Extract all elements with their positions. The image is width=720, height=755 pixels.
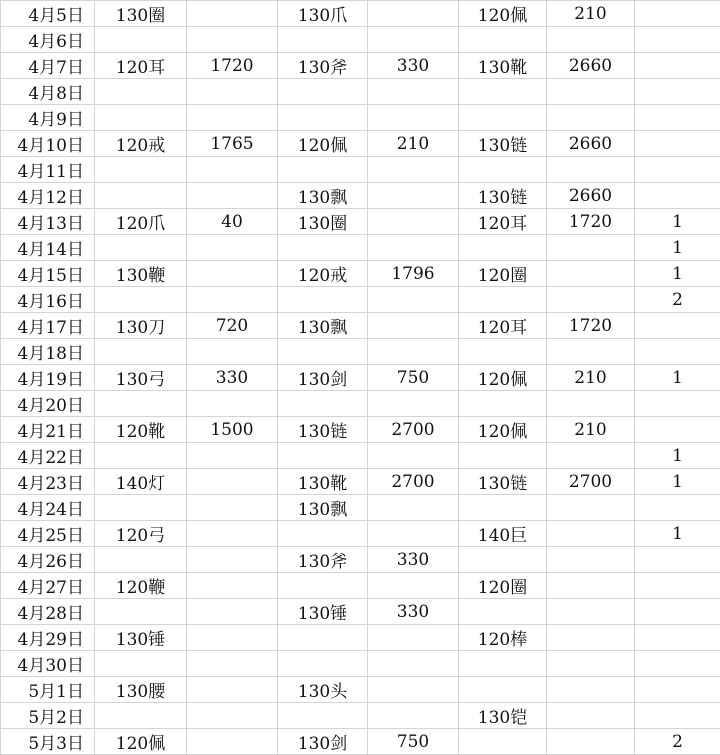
item-cell-a[interactable] (95, 287, 187, 313)
item-cell-c[interactable]: 120佩 (459, 1, 547, 27)
count-cell[interactable]: 1 (635, 235, 720, 261)
table-row (1, 183, 720, 209)
item-cell-c[interactable] (459, 677, 547, 703)
item-cell-b[interactable]: 130圈 (278, 209, 368, 235)
item-cell-a[interactable]: 120戒 (95, 131, 187, 157)
count-cell[interactable] (635, 651, 720, 677)
value-cell-a[interactable] (187, 79, 278, 105)
item-cell-a[interactable] (95, 183, 187, 209)
item-cell-c[interactable] (459, 79, 547, 105)
item-cell-c[interactable] (459, 287, 547, 313)
value-cell-c[interactable] (547, 495, 635, 521)
item-cell-a[interactable] (95, 157, 187, 183)
table-row (1, 261, 720, 287)
item-cell-b[interactable] (278, 287, 368, 313)
count-cell[interactable] (635, 53, 720, 79)
date-cell[interactable]: 4月16日 (1, 287, 95, 313)
item-cell-c[interactable]: 130链 (459, 469, 547, 495)
value-cell-b[interactable]: 210 (368, 131, 459, 157)
value-cell-c[interactable] (547, 105, 635, 131)
table-row (1, 287, 720, 313)
item-cell-a[interactable] (95, 105, 187, 131)
value-cell-a[interactable] (187, 521, 278, 547)
item-cell-b[interactable] (278, 235, 368, 261)
table-row (1, 417, 720, 443)
table-row (1, 339, 720, 365)
date-cell[interactable]: 5月3日 (1, 729, 95, 755)
value-cell-b[interactable] (368, 573, 459, 599)
value-cell-a[interactable] (187, 625, 278, 651)
value-cell-c[interactable] (547, 443, 635, 469)
item-cell-b[interactable] (278, 573, 368, 599)
value-cell-b[interactable] (368, 157, 459, 183)
table-row (1, 53, 720, 79)
item-cell-a[interactable] (95, 547, 187, 573)
value-cell-c[interactable] (547, 287, 635, 313)
value-cell-c[interactable] (547, 651, 635, 677)
count-cell[interactable] (635, 313, 720, 339)
value-cell-a[interactable] (187, 261, 278, 287)
value-cell-b[interactable] (368, 183, 459, 209)
value-cell-b[interactable]: 330 (368, 599, 459, 625)
date-cell[interactable]: 4月17日 (1, 313, 95, 339)
value-cell-a[interactable]: 1765 (187, 131, 278, 157)
item-cell-a[interactable] (95, 599, 187, 625)
table-row (1, 495, 720, 521)
value-cell-b[interactable] (368, 495, 459, 521)
count-cell[interactable] (635, 1, 720, 27)
value-cell-a[interactable] (187, 547, 278, 573)
date-cell[interactable]: 4月7日 (1, 53, 95, 79)
value-cell-a[interactable] (187, 287, 278, 313)
item-cell-a[interactable] (95, 391, 187, 417)
spreadsheet-body (1, 1, 720, 755)
item-cell-c[interactable] (459, 547, 547, 573)
item-cell-b[interactable]: 130斧 (278, 53, 368, 79)
date-cell[interactable]: 4月13日 (1, 209, 95, 235)
value-cell-a[interactable] (187, 391, 278, 417)
date-cell[interactable]: 4月27日 (1, 573, 95, 599)
item-cell-a[interactable] (95, 79, 187, 105)
date-cell[interactable]: 4月22日 (1, 443, 95, 469)
value-cell-c[interactable] (547, 521, 635, 547)
table-row (1, 313, 720, 339)
count-cell[interactable] (635, 105, 720, 131)
value-cell-a[interactable] (187, 183, 278, 209)
value-cell-b[interactable] (368, 79, 459, 105)
item-cell-a[interactable]: 130刀 (95, 313, 187, 339)
item-cell-a[interactable]: 120爪 (95, 209, 187, 235)
item-cell-a[interactable]: 120鞭 (95, 573, 187, 599)
date-cell[interactable]: 4月10日 (1, 131, 95, 157)
value-cell-c[interactable] (547, 703, 635, 729)
item-cell-a[interactable]: 130鞭 (95, 261, 187, 287)
count-cell[interactable] (635, 495, 720, 521)
date-cell[interactable]: 4月5日 (1, 1, 95, 27)
count-cell[interactable] (635, 183, 720, 209)
table-row (1, 209, 720, 235)
item-cell-c[interactable] (459, 495, 547, 521)
value-cell-b[interactable] (368, 235, 459, 261)
item-cell-a[interactable]: 120靴 (95, 417, 187, 443)
table-row (1, 677, 720, 703)
date-cell[interactable]: 4月24日 (1, 495, 95, 521)
item-cell-a[interactable]: 120耳 (95, 53, 187, 79)
item-cell-a[interactable]: 130锤 (95, 625, 187, 651)
item-cell-c[interactable] (459, 157, 547, 183)
table-row (1, 235, 720, 261)
value-cell-c[interactable]: 210 (547, 365, 635, 391)
item-cell-b[interactable]: 130头 (278, 677, 368, 703)
count-cell[interactable] (635, 27, 720, 53)
item-cell-b[interactable] (278, 703, 368, 729)
item-cell-b[interactable] (278, 27, 368, 53)
item-cell-c[interactable] (459, 235, 547, 261)
value-cell-b[interactable] (368, 105, 459, 131)
item-cell-b[interactable] (278, 625, 368, 651)
value-cell-b[interactable] (368, 1, 459, 27)
value-cell-c[interactable]: 210 (547, 417, 635, 443)
item-cell-b[interactable]: 130链 (278, 417, 368, 443)
date-cell[interactable]: 4月23日 (1, 469, 95, 495)
count-cell[interactable] (635, 339, 720, 365)
item-cell-c[interactable]: 120佩 (459, 365, 547, 391)
value-cell-c[interactable] (547, 573, 635, 599)
value-cell-a[interactable]: 330 (187, 365, 278, 391)
value-cell-b[interactable]: 750 (368, 365, 459, 391)
value-cell-c[interactable]: 2660 (547, 183, 635, 209)
value-cell-a[interactable] (187, 495, 278, 521)
table-row (1, 651, 720, 677)
item-cell-b[interactable]: 120戒 (278, 261, 368, 287)
item-cell-b[interactable] (278, 157, 368, 183)
item-cell-b[interactable]: 130靴 (278, 469, 368, 495)
item-cell-a[interactable] (95, 235, 187, 261)
count-cell[interactable]: 2 (635, 729, 720, 755)
value-cell-a[interactable]: 720 (187, 313, 278, 339)
item-cell-c[interactable]: 120棒 (459, 625, 547, 651)
count-cell[interactable]: 1 (635, 469, 720, 495)
value-cell-c[interactable] (547, 235, 635, 261)
item-cell-b[interactable] (278, 79, 368, 105)
item-cell-b[interactable]: 130锤 (278, 599, 368, 625)
date-cell[interactable]: 4月9日 (1, 105, 95, 131)
value-cell-c[interactable] (547, 677, 635, 703)
table-row (1, 105, 720, 131)
table-row (1, 703, 720, 729)
date-cell[interactable]: 4月21日 (1, 417, 95, 443)
value-cell-c[interactable] (547, 391, 635, 417)
count-cell[interactable]: 1 (635, 443, 720, 469)
date-cell[interactable]: 4月11日 (1, 157, 95, 183)
value-cell-c[interactable] (547, 339, 635, 365)
item-cell-c[interactable] (459, 105, 547, 131)
value-cell-c[interactable] (547, 625, 635, 651)
item-cell-b[interactable]: 130爪 (278, 1, 368, 27)
value-cell-b[interactable] (368, 209, 459, 235)
count-cell[interactable] (635, 417, 720, 443)
count-cell[interactable] (635, 131, 720, 157)
item-cell-c[interactable] (459, 729, 547, 755)
value-cell-a[interactable] (187, 235, 278, 261)
table-row (1, 521, 720, 547)
item-cell-a[interactable]: 140灯 (95, 469, 187, 495)
item-cell-b[interactable] (278, 443, 368, 469)
count-cell[interactable] (635, 79, 720, 105)
count-cell[interactable] (635, 573, 720, 599)
item-cell-c[interactable] (459, 599, 547, 625)
date-cell[interactable]: 5月2日 (1, 703, 95, 729)
item-cell-b[interactable]: 130飘 (278, 495, 368, 521)
table-row (1, 131, 720, 157)
item-cell-c[interactable] (459, 27, 547, 53)
item-cell-b[interactable]: 130剑 (278, 729, 368, 755)
item-cell-c[interactable]: 120圈 (459, 261, 547, 287)
item-cell-a[interactable] (95, 703, 187, 729)
value-cell-b[interactable] (368, 27, 459, 53)
value-cell-a[interactable] (187, 677, 278, 703)
item-cell-a[interactable] (95, 339, 187, 365)
value-cell-b[interactable]: 2700 (368, 417, 459, 443)
item-cell-c[interactable]: 120耳 (459, 209, 547, 235)
count-cell[interactable] (635, 157, 720, 183)
item-cell-c[interactable]: 120耳 (459, 313, 547, 339)
table-row (1, 599, 720, 625)
item-cell-b[interactable]: 130飘 (278, 313, 368, 339)
value-cell-c[interactable]: 1720 (547, 209, 635, 235)
value-cell-b[interactable]: 1796 (368, 261, 459, 287)
value-cell-b[interactable] (368, 677, 459, 703)
date-cell[interactable]: 4月29日 (1, 625, 95, 651)
table-row (1, 391, 720, 417)
value-cell-b[interactable]: 330 (368, 53, 459, 79)
count-cell[interactable] (635, 703, 720, 729)
date-cell[interactable]: 4月19日 (1, 365, 95, 391)
value-cell-a[interactable] (187, 599, 278, 625)
item-cell-c[interactable] (459, 443, 547, 469)
value-cell-b[interactable] (368, 521, 459, 547)
item-cell-b[interactable] (278, 521, 368, 547)
value-cell-c[interactable]: 210 (547, 1, 635, 27)
value-cell-a[interactable] (187, 651, 278, 677)
item-cell-c[interactable] (459, 339, 547, 365)
value-cell-b[interactable] (368, 625, 459, 651)
date-cell[interactable]: 4月25日 (1, 521, 95, 547)
count-cell[interactable] (635, 625, 720, 651)
count-cell[interactable]: 2 (635, 287, 720, 313)
value-cell-a[interactable] (187, 157, 278, 183)
date-cell[interactable]: 4月15日 (1, 261, 95, 287)
table-row (1, 729, 720, 755)
item-cell-a[interactable]: 130弓 (95, 365, 187, 391)
item-cell-a[interactable]: 130圈 (95, 1, 187, 27)
value-cell-a[interactable] (187, 339, 278, 365)
value-cell-a[interactable] (187, 703, 278, 729)
value-cell-b[interactable] (368, 391, 459, 417)
value-cell-a[interactable] (187, 27, 278, 53)
item-cell-c[interactable] (459, 651, 547, 677)
value-cell-c[interactable] (547, 79, 635, 105)
table-row (1, 547, 720, 573)
value-cell-a[interactable] (187, 573, 278, 599)
value-cell-b[interactable]: 330 (368, 547, 459, 573)
count-cell[interactable]: 1 (635, 261, 720, 287)
count-cell[interactable]: 1 (635, 521, 720, 547)
value-cell-b[interactable] (368, 651, 459, 677)
date-cell[interactable]: 4月18日 (1, 339, 95, 365)
date-cell[interactable]: 4月26日 (1, 547, 95, 573)
value-cell-c[interactable] (547, 599, 635, 625)
item-cell-a[interactable]: 130腰 (95, 677, 187, 703)
item-cell-a[interactable] (95, 651, 187, 677)
item-cell-b[interactable]: 120佩 (278, 131, 368, 157)
value-cell-b[interactable] (368, 703, 459, 729)
item-cell-c[interactable]: 120佩 (459, 417, 547, 443)
value-cell-c[interactable] (547, 729, 635, 755)
item-cell-a[interactable] (95, 495, 187, 521)
item-cell-b[interactable]: 130剑 (278, 365, 368, 391)
item-cell-b[interactable]: 130飘 (278, 183, 368, 209)
date-cell[interactable]: 4月6日 (1, 27, 95, 53)
value-cell-c[interactable]: 2660 (547, 131, 635, 157)
item-cell-b[interactable] (278, 651, 368, 677)
date-cell[interactable]: 4月30日 (1, 651, 95, 677)
value-cell-b[interactable] (368, 339, 459, 365)
count-cell[interactable]: 1 (635, 209, 720, 235)
item-cell-b[interactable] (278, 105, 368, 131)
value-cell-b[interactable]: 750 (368, 729, 459, 755)
item-cell-c[interactable]: 130链 (459, 183, 547, 209)
date-cell[interactable]: 4月8日 (1, 79, 95, 105)
value-cell-a[interactable] (187, 469, 278, 495)
table-row (1, 443, 720, 469)
table-row (1, 27, 720, 53)
value-cell-a[interactable]: 1500 (187, 417, 278, 443)
value-cell-c[interactable]: 2700 (547, 469, 635, 495)
table-row (1, 365, 720, 391)
item-cell-a[interactable] (95, 443, 187, 469)
count-cell[interactable] (635, 677, 720, 703)
count-cell[interactable] (635, 599, 720, 625)
item-cell-a[interactable]: 120弓 (95, 521, 187, 547)
count-cell[interactable] (635, 547, 720, 573)
table-row (1, 573, 720, 599)
value-cell-c[interactable] (547, 27, 635, 53)
value-cell-b[interactable] (368, 313, 459, 339)
count-cell[interactable] (635, 391, 720, 417)
table-row (1, 79, 720, 105)
date-cell[interactable]: 4月14日 (1, 235, 95, 261)
table-row (1, 625, 720, 651)
table-row (1, 157, 720, 183)
date-cell[interactable]: 4月20日 (1, 391, 95, 417)
value-cell-c[interactable] (547, 261, 635, 287)
value-cell-a[interactable]: 1720 (187, 53, 278, 79)
value-cell-b[interactable]: 2700 (368, 469, 459, 495)
item-cell-a[interactable] (95, 27, 187, 53)
item-cell-b[interactable] (278, 391, 368, 417)
value-cell-b[interactable] (368, 443, 459, 469)
table-row (1, 469, 720, 495)
table-row (1, 1, 720, 27)
value-cell-c[interactable] (547, 547, 635, 573)
value-cell-a[interactable] (187, 105, 278, 131)
item-cell-c[interactable]: 130靴 (459, 53, 547, 79)
item-cell-c[interactable]: 120圈 (459, 573, 547, 599)
item-cell-c[interactable]: 140巨 (459, 521, 547, 547)
date-cell[interactable]: 5月1日 (1, 677, 95, 703)
value-cell-a[interactable] (187, 443, 278, 469)
value-cell-a[interactable] (187, 729, 278, 755)
item-cell-c[interactable]: 130铠 (459, 703, 547, 729)
count-cell[interactable]: 1 (635, 365, 720, 391)
date-cell[interactable]: 4月28日 (1, 599, 95, 625)
item-cell-b[interactable] (278, 339, 368, 365)
value-cell-c[interactable]: 2660 (547, 53, 635, 79)
value-cell-a[interactable] (187, 1, 278, 27)
value-cell-c[interactable]: 1720 (547, 313, 635, 339)
value-cell-c[interactable] (547, 157, 635, 183)
item-cell-b[interactable]: 130斧 (278, 547, 368, 573)
value-cell-a[interactable]: 40 (187, 209, 278, 235)
item-cell-c[interactable]: 130链 (459, 131, 547, 157)
value-cell-b[interactable] (368, 287, 459, 313)
date-cell[interactable]: 4月12日 (1, 183, 95, 209)
item-cell-c[interactable] (459, 391, 547, 417)
item-cell-a[interactable]: 120佩 (95, 729, 187, 755)
